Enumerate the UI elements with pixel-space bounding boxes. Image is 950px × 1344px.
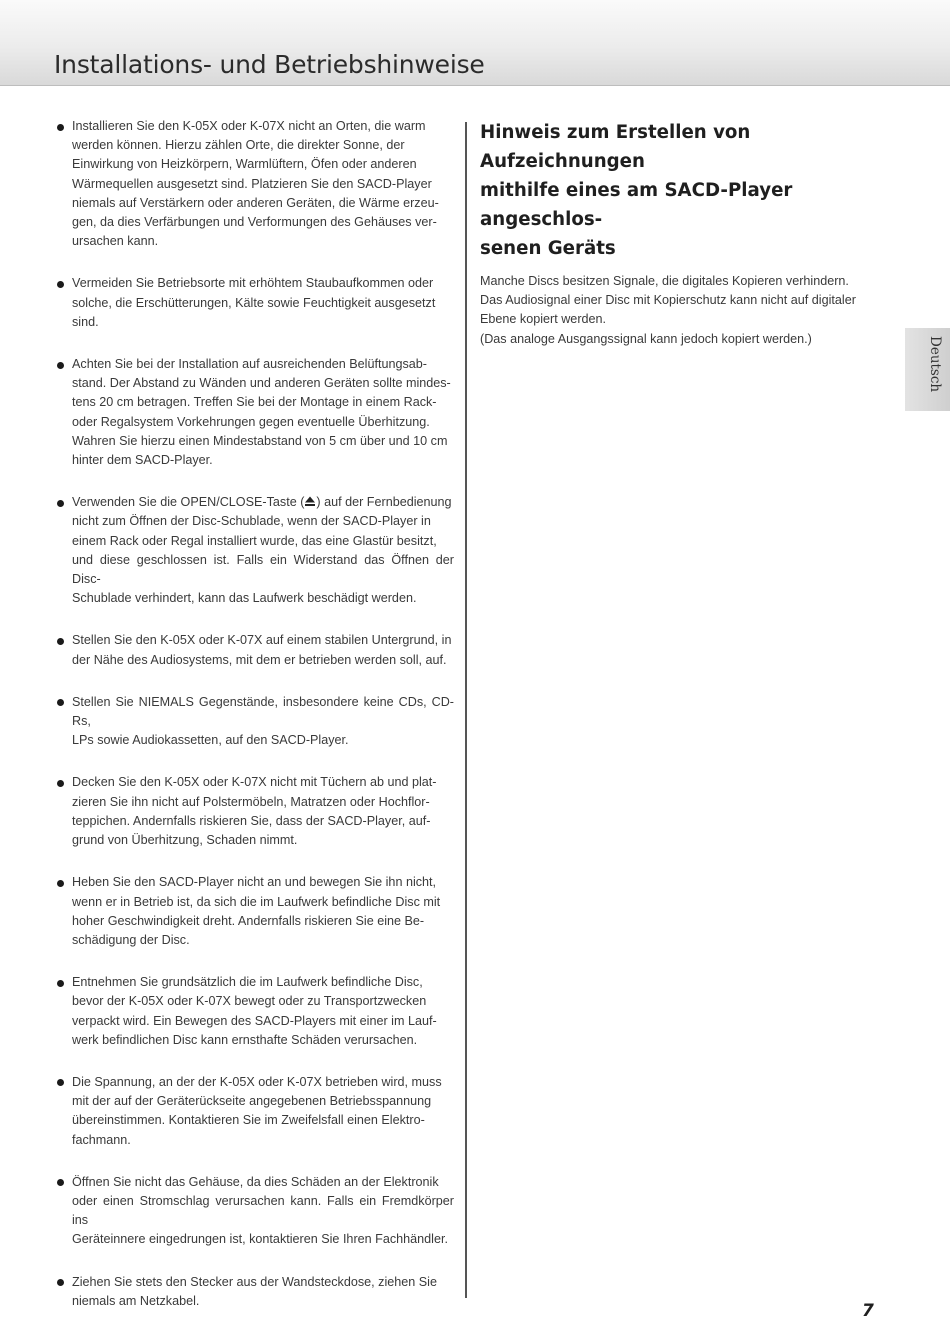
list-item: Installieren Sie den K-05X oder K-07X nicht an Orten, die warm werden können. Hierzu zählen Orte, die direkter Sonne, der Einwirkung von Heizkörpern, Warmlüftern, Öfen oder anderen Wärmequellen ausgesetzt sind. Platzieren Sie den SACD-Player niemals auf Verstärkern oder anderen Geräten, die Wärme erzeu- gen, da dies Verfärbungen und Verformungen des Gehäuses ver- ursachen kann. (56, 117, 454, 251)
body-line: Das Audiosignal einer Disc mit Kopierschutz kann nicht auf digitaler (480, 293, 856, 308)
list-item: Die Spannung, an der der K-05X oder K-07X betrieben wird, muss mit der auf der Geräterückseite angegebenen Betriebsspannung übereinstimmen. Kontaktieren Sie im Zweifelsfall einen Elektro- fachmann. (56, 1073, 454, 1150)
bullet-icon (57, 1179, 64, 1186)
list-item: Verwenden Sie die OPEN/CLOSE-Taste ( ) auf der Fernbedienung nicht zum Öffnen der Disc-Schublade, wenn der SACD-Player in einem Rack oder Regal installiert wurde, das eine Glastür besitzt, und diese geschlossen ist. Falls ein Widerstand das Öffnen der Disc- Schublade verhindert, kann das Laufwerk beschädigt werden. (56, 493, 454, 608)
list-item: Stellen Sie den K-05X oder K-07X auf einem stabilen Untergrund, in der Nähe des Audiosystems, mit dem er betrieben werden soll, auf. (56, 631, 454, 669)
list-item: Heben Sie den SACD-Player nicht an und bewegen Sie ihn nicht, wenn er in Betrieb ist, da sich die im Laufwerk befindliche Disc mit hoher Geschwindigkeit dreht. Andernfalls riskieren Sie eine Be- schädigung der Disc. (56, 873, 454, 950)
column-divider (465, 122, 467, 1298)
body-line: Ebene kopiert werden. (480, 312, 607, 327)
bullet-icon (57, 362, 64, 369)
language-tab (905, 328, 950, 411)
body-line: (Das analoge Ausgangssignal kann jedoch kopiert werden.) (480, 331, 812, 346)
language-tab-label: Deutsch (927, 336, 943, 393)
bullet-icon (57, 500, 64, 507)
page-title: Installations- und Betriebshinweise (54, 50, 485, 79)
bullet-icon (57, 281, 64, 288)
bullet-icon (57, 880, 64, 887)
eject-icon (304, 495, 316, 507)
list-item: Vermeiden Sie Betriebsorte mit erhöhtem Staubaufkommen oder solche, die Erschütterungen, Kälte sowie Feuchtigkeit ausgesetzt sind. (56, 274, 454, 332)
list-item: Achten Sie bei der Installation auf ausreichenden Belüftungsab- stand. Der Abstand zu Wänden und anderen Geräten sollte mindes- tens 20 cm betragen. Treffen Sie bei der Montage in einem Rack- oder Regalsystem Vorkehrungen gegen eventuelle Überhitzung. Wahren Sie hierzu einen Mindestabstand von 5 cm über und 10 cm hinter dem SACD-Player. (56, 355, 454, 470)
body-line: Manche Discs besitzen Signale, die digitales Kopieren verhindern. (480, 274, 849, 288)
installation-notes-list (56, 117, 454, 1311)
bullet-icon (57, 638, 64, 645)
list-item: Stellen Sie NIEMALS Gegenstände, insbesondere keine CDs, CD-Rs, LPs sowie Audiokassetten, auf den SACD-Player. (56, 693, 454, 751)
list-item: Ziehen Sie stets den Stecker aus der Wandsteckdose, ziehen Sie niemals am Netzkabel. (56, 1273, 454, 1311)
copy-protection-note (480, 118, 880, 349)
section-body (480, 272, 880, 349)
page-number: 7 (862, 1301, 874, 1321)
bullet-icon (57, 1279, 64, 1286)
bullet-icon (57, 980, 64, 987)
list-item: Decken Sie den K-05X oder K-07X nicht mit Tüchern ab und plat- zieren Sie ihn nicht auf Polstermöbeln, Matratzen oder Hochflor- teppichen. Andernfalls riskieren Sie, dass der SACD-Player, auf- grund von Überhitzung, Schaden nimmt. (56, 773, 454, 850)
bullet-icon (57, 1079, 64, 1086)
list-item: Entnehmen Sie grundsätzlich die im Laufwerk befindliche Disc, bevor der K-05X oder K-07X bewegt oder zu Transportzwecken verpackt wird. Ein Bewegen des SACD-Players mit einer im Lauf- werk befindlichen Disc kann ernsthafte Schäden verursachen. (56, 973, 454, 1050)
list-item: Öffnen Sie nicht das Gehäuse, da dies Schäden an der Elektronik oder einen Stromschlag verursachen kann. Falls ein Fremdkörper ins Geräteinnere eingedrungen ist, kontaktieren Sie Ihren Fachhändler. (56, 1173, 454, 1250)
section-heading: Hinweis zum Erstellen von Aufzeichnungen mithilfe eines am SACD-Player angeschlos- senen Geräts (480, 122, 793, 259)
bullet-icon (57, 699, 64, 706)
bullet-icon (57, 124, 64, 131)
bullet-icon (57, 780, 64, 787)
